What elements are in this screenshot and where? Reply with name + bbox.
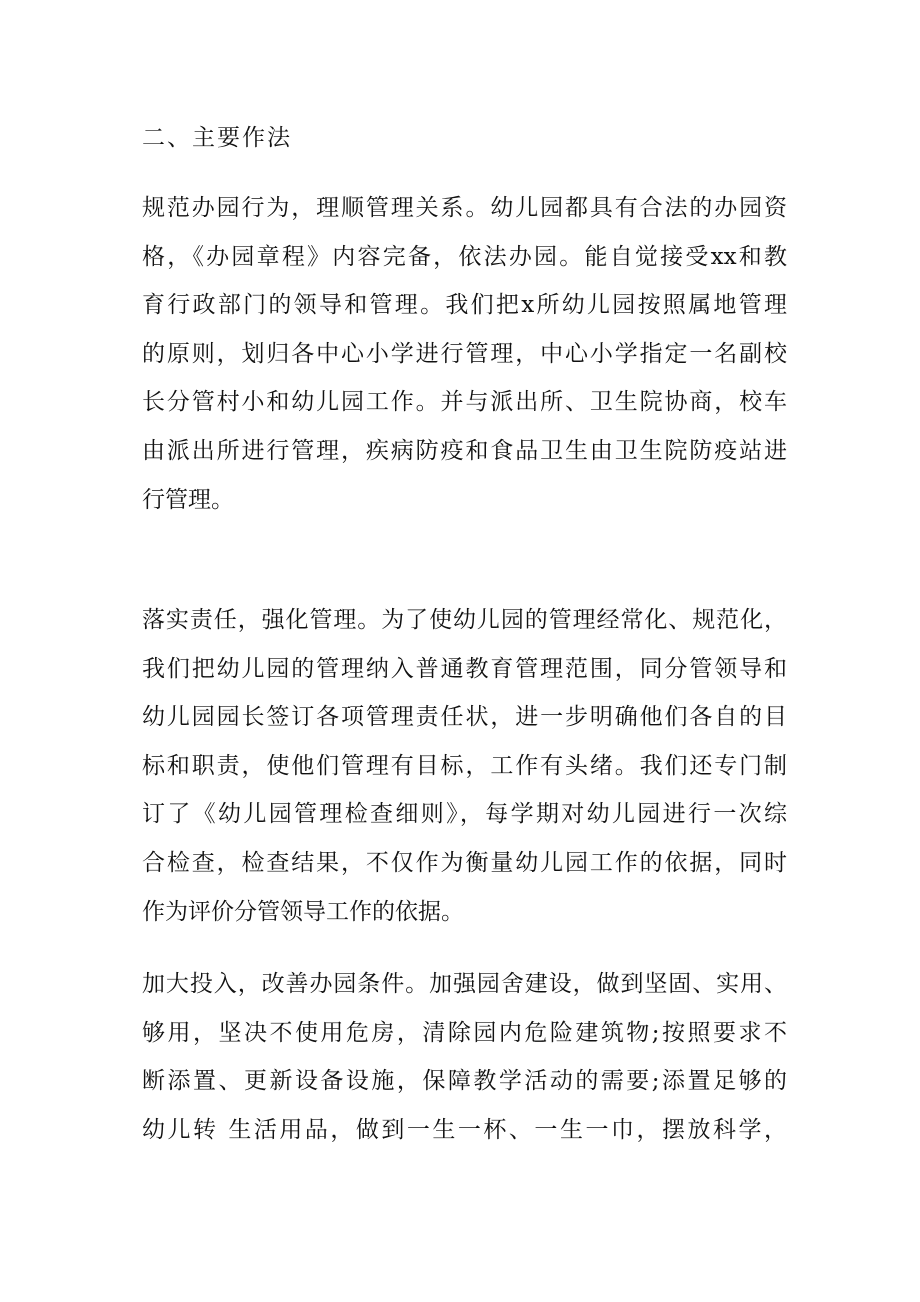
paragraph-line: 幼儿园园长签订各项管理责任状，进一步明确他们各自的目 [142,704,787,731]
paragraph-line: 由派出所进行管理，疾病防疫和食品卫生由卫生院防疫站进 [142,437,787,464]
paragraph-line: 格，《办园章程》内容完备，依法办园。能自觉接受xx和教 [142,243,787,270]
paragraph-line: 规范办园行为，理顺管理关系。幼儿园都具有合法的办园资 [142,195,787,221]
paragraph-investment [142,960,787,1154]
paragraph-administration [142,184,787,524]
paragraph-line: 幼儿转 生活用品，做到一生一杯、一生一巾，摆放科学， [142,1116,787,1143]
section-heading: 二、主要作法 [142,125,292,151]
paragraph-line: 够用，坚决不使用危房，清除园内危险建筑物;按照要求不 [142,1019,787,1046]
paragraph-line: 作为评价分管领导工作的依据。 [142,898,464,925]
paragraph-line: 合检查，检查结果，不仅作为衡量幼儿园工作的依据，同时 [142,849,787,876]
paragraph-line: 断添置、更新设备设施，保障教学活动的需要;添置足够的 [142,1068,787,1095]
paragraph-line: 的原则，划归各中心小学进行管理，中心小学指定一名副校 [142,340,787,367]
paragraph-line: 行管理。 [142,486,234,513]
paragraph-line: 加大投入，改善办园条件。加强园舍建设，做到坚固、实用、 [142,971,787,997]
paragraph-line: 育行政部门的领导和管理。我们把x所幼儿园按照属地管理 [142,292,787,319]
paragraph-line: 订了《幼儿园管理检查细则》，每学期对幼儿园进行一次综 [142,801,787,828]
paragraph-line: 长分管村小和幼儿园工作。并与派出所、卫生院协商，校车 [142,389,787,416]
paragraph-responsibility [142,596,787,936]
paragraph-line: 标和职责，使他们管理有目标，工作有头绪。我们还专门制 [142,752,787,779]
paragraph-line: 落实责任，强化管理。为了使幼儿园的管理经常化、规范化， [142,607,787,633]
paragraph-line: 我们把幼儿园的管理纳入普通教育管理范围，同分管领导和 [142,655,787,682]
